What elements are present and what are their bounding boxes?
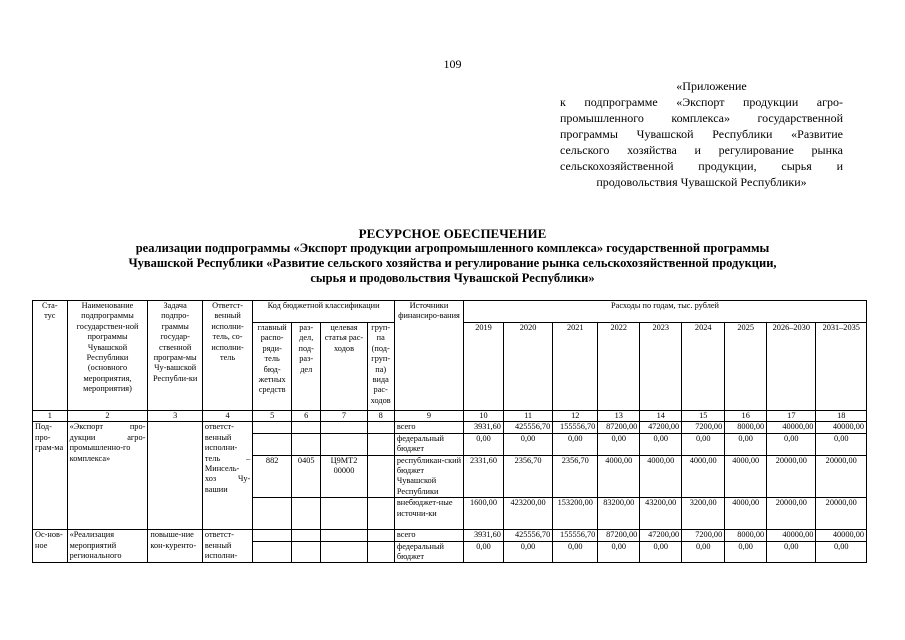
title-line: Чувашской Республики «Развитие сельского хозяйства и регулирование рынка сельскохозяйственной продукции, [128, 256, 777, 270]
column-number: 2 [67, 411, 148, 422]
value-cell: 0,00 [640, 541, 682, 563]
column-number: 3 [148, 411, 203, 422]
status-cell: Под-про-грам-ма [33, 422, 68, 530]
header-year: 2023 [640, 323, 682, 411]
value-cell: 2331,60 [464, 455, 504, 498]
column-number: 7 [321, 411, 367, 422]
appendix-line: программы Чувашской Республики «Развитие [560, 127, 843, 141]
value-cell: 0,00 [464, 433, 504, 455]
code-target-cell [321, 541, 367, 563]
header-source: Источники финансиро-вания [394, 301, 463, 411]
value-cell: 7200,00 [682, 530, 725, 541]
value-cell: 155556,70 [553, 422, 598, 433]
header-task: Задача подпро-граммы государ-ственной програм-мы Чу-вашской Республи-ки [148, 301, 203, 411]
header-code-group: груп-па (под-груп-па) вида рас-ходов [367, 323, 394, 411]
value-cell: 0,00 [816, 433, 867, 455]
column-number: 4 [202, 411, 252, 422]
value-cell: 0,00 [553, 541, 598, 563]
code-main-cell [253, 530, 292, 541]
code-target-cell [321, 433, 367, 455]
header-year: 2021 [553, 323, 598, 411]
column-number: 11 [503, 411, 552, 422]
header-year: 2022 [598, 323, 640, 411]
header-code-main: главный распо-ряди-тель бюд-жетных средств [253, 323, 292, 411]
table-row [33, 422, 867, 433]
resource-table [32, 300, 867, 563]
responsible-cell: ответст-венный исполни-тель – Минсель-хоз Чу-вашии [202, 422, 252, 530]
value-cell: 20000,00 [816, 455, 867, 498]
title-line: реализации подпрограммы «Экспорт продукции агропромышленного комплекса» государственной программы [135, 241, 770, 255]
task-cell [148, 422, 203, 530]
page-number: 109 [443, 57, 462, 71]
value-cell: 0,00 [598, 541, 640, 563]
code-group-cell [367, 541, 394, 563]
header-year: 2031–2035 [816, 323, 867, 411]
header-year: 2019 [464, 323, 504, 411]
value-cell: 47200,00 [640, 530, 682, 541]
code-section-cell [292, 530, 321, 541]
title-line: сырья и продовольствия Чувашской Республики» [310, 271, 595, 285]
column-number: 16 [725, 411, 767, 422]
code-group-cell [367, 530, 394, 541]
value-cell: 8000,00 [725, 422, 767, 433]
code-section-cell [292, 433, 321, 455]
value-cell: 0,00 [503, 433, 552, 455]
value-cell: 0,00 [725, 541, 767, 563]
source-cell: всего [394, 422, 463, 433]
header-budget-code: Код бюджетной классификации [253, 301, 395, 323]
status-cell: Ос-нов-ное [33, 530, 68, 563]
value-cell: 4000,00 [598, 455, 640, 498]
value-cell: 0,00 [464, 541, 504, 563]
column-number: 12 [553, 411, 598, 422]
code-group-cell [367, 455, 394, 498]
column-number: 13 [598, 411, 640, 422]
appendix-line: к подпрограмме «Экспорт продукции агро- [560, 95, 843, 109]
value-cell: 4000,00 [725, 455, 767, 498]
value-cell: 423200,00 [503, 498, 552, 530]
header-code-target: целевая статья рас-ходов [321, 323, 367, 411]
value-cell: 0,00 [816, 541, 867, 563]
column-number: 15 [682, 411, 725, 422]
value-cell: 8000,00 [725, 530, 767, 541]
header-year: 2025 [725, 323, 767, 411]
value-cell: 0,00 [553, 433, 598, 455]
value-cell: 40000,00 [816, 530, 867, 541]
code-section-cell [292, 422, 321, 433]
code-section-cell [292, 541, 321, 563]
column-number: 17 [767, 411, 816, 422]
value-cell: 425556,70 [503, 422, 552, 433]
header-name: Наименование подпрограммы государствен-ной программы Чувашской Республики (основного мероприятия, мероприятия) [67, 301, 148, 411]
column-number: 18 [816, 411, 867, 422]
code-section-cell: 0405 [292, 455, 321, 498]
column-number: 9 [394, 411, 463, 422]
appendix-note [560, 78, 843, 190]
value-cell: 1600,00 [464, 498, 504, 530]
code-group-cell [367, 498, 394, 530]
column-number: 6 [292, 411, 321, 422]
column-number: 10 [464, 411, 504, 422]
value-cell: 20000,00 [767, 455, 816, 498]
appendix-line: сельскохозяйственной продукции, сырья и [560, 159, 843, 173]
value-cell: 40000,00 [767, 530, 816, 541]
task-cell: повыше-ние кон-куренто- [148, 530, 203, 563]
value-cell: 155556,70 [553, 530, 598, 541]
value-cell: 87200,00 [598, 530, 640, 541]
value-cell: 0,00 [682, 433, 725, 455]
table-row [33, 530, 867, 541]
appendix-heading: «Приложение [676, 79, 747, 93]
source-cell: республикан-ский бюджет Чувашской Республики [394, 455, 463, 498]
value-cell: 87200,00 [598, 422, 640, 433]
value-cell: 20000,00 [767, 498, 816, 530]
responsible-cell: ответст-венный исполни- [202, 530, 252, 563]
value-cell: 47200,00 [640, 422, 682, 433]
value-cell: 20000,00 [816, 498, 867, 530]
code-main-cell [253, 498, 292, 530]
value-cell: 0,00 [725, 433, 767, 455]
value-cell: 153200,00 [553, 498, 598, 530]
value-cell: 4000,00 [725, 498, 767, 530]
column-number: 1 [33, 411, 68, 422]
header-status: Ста- тус [33, 301, 68, 411]
code-target-cell: Ц9МТ2 00000 [321, 455, 367, 498]
appendix-line: продовольствия Чувашской Республики» [596, 175, 807, 189]
value-cell: 40000,00 [767, 422, 816, 433]
value-cell: 3931,60 [464, 530, 504, 541]
code-main-cell [253, 422, 292, 433]
code-target-cell [321, 422, 367, 433]
code-target-cell [321, 498, 367, 530]
value-cell: 0,00 [503, 541, 552, 563]
code-main-cell [253, 433, 292, 455]
code-section-cell [292, 498, 321, 530]
code-main-cell [253, 541, 292, 563]
value-cell: 2356,70 [553, 455, 598, 498]
value-cell: 83200,00 [598, 498, 640, 530]
value-cell: 0,00 [682, 541, 725, 563]
header-year: 2024 [682, 323, 725, 411]
title-heading: РЕСУРСНОЕ ОБЕСПЕЧЕНИЕ [358, 226, 547, 241]
value-cell: 0,00 [767, 433, 816, 455]
column-number: 8 [367, 411, 394, 422]
document-title [40, 226, 865, 286]
source-cell: внебюджет-ные источни-ки [394, 498, 463, 530]
value-cell: 3200,00 [682, 498, 725, 530]
header-year: 2020 [503, 323, 552, 411]
name-cell: «Реализация мероприятий регионального [67, 530, 148, 563]
value-cell: 40000,00 [816, 422, 867, 433]
code-main-cell: 882 [253, 455, 292, 498]
value-cell: 4000,00 [640, 455, 682, 498]
value-cell: 3931,60 [464, 422, 504, 433]
appendix-line: промышленного комплекса» государственной [560, 111, 843, 125]
value-cell: 7200,00 [682, 422, 725, 433]
value-cell: 0,00 [767, 541, 816, 563]
column-number: 14 [640, 411, 682, 422]
code-target-cell [321, 530, 367, 541]
name-cell: «Экспорт про-дукции агро-промышленно-го комплекса» [67, 422, 148, 530]
value-cell: 425556,70 [503, 530, 552, 541]
header-responsible: Ответст-венный исполни-тель, со-исполни-тель [202, 301, 252, 411]
value-cell: 43200,00 [640, 498, 682, 530]
header-code-section: раз-дел, под-раз-дел [292, 323, 321, 411]
header-year: 2026–2030 [767, 323, 816, 411]
value-cell: 4000,00 [682, 455, 725, 498]
value-cell: 0,00 [640, 433, 682, 455]
value-cell: 2356,70 [503, 455, 552, 498]
column-number: 5 [253, 411, 292, 422]
source-cell: федеральный бюджет [394, 433, 463, 455]
code-group-cell [367, 422, 394, 433]
code-group-cell [367, 433, 394, 455]
column-number-row [33, 411, 867, 422]
source-cell: федеральный бюджет [394, 541, 463, 563]
header-expenses: Расходы по годам, тыс. рублей [464, 301, 867, 323]
appendix-line: сельского хозяйства и регулирование рынка [560, 143, 843, 157]
source-cell: всего [394, 530, 463, 541]
value-cell: 0,00 [598, 433, 640, 455]
